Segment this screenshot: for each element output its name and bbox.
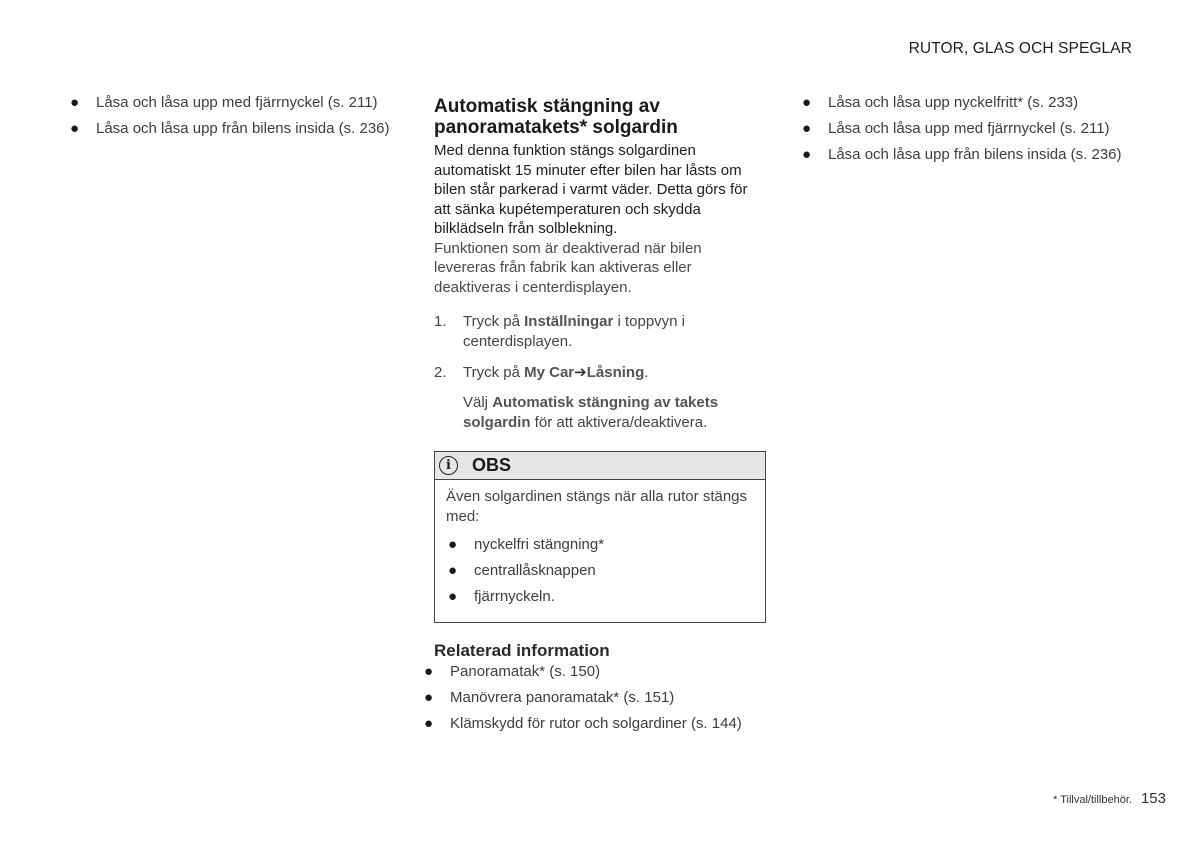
- list-item[interactable]: ● Låsa och låsa upp med fjärrnyckel (s. 211): [70, 94, 378, 111]
- bullet-icon: ●: [448, 588, 458, 605]
- step-number: 1.: [434, 313, 447, 330]
- left-column: [68, 94, 408, 146]
- list-item[interactable]: ● Låsa och låsa upp nyckelfritt* (s. 233): [802, 94, 1079, 111]
- bullet-icon: ●: [70, 120, 80, 137]
- page-footer: [1053, 790, 1166, 807]
- menu-keyword: Låsning: [586, 364, 645, 381]
- obs-title: OBS: [472, 455, 512, 475]
- bullet-icon: ●: [70, 94, 80, 111]
- menu-keyword: My Car: [524, 364, 575, 381]
- obs-notice-box: [434, 451, 766, 623]
- arrow-right-icon: ➔: [574, 364, 587, 381]
- menu-keyword: Automatisk stängning av takets solgardin: [463, 394, 719, 431]
- list-item[interactable]: ● Låsa och låsa upp från bilens insida (s. 236): [70, 120, 390, 137]
- step-item: 2. Tryck på My Car➔Låsning. Välj Automatisk stängning av takets solgardin för att aktivera/deaktivera.: [434, 363, 766, 433]
- bullet-icon: ●: [802, 120, 812, 137]
- related-link-list: [422, 663, 766, 733]
- obs-text: Även solgardinen stängs när alla rutor stängs med:: [446, 488, 748, 525]
- related-heading: Relaterad information: [434, 641, 610, 660]
- bullet-icon: ●: [424, 689, 434, 706]
- page-number: 153: [1140, 790, 1166, 807]
- list-item: ● centrallåsknappen: [448, 562, 596, 579]
- list-item[interactable]: ● Klämskydd för rutor och solgardiner (s. 144): [424, 715, 742, 732]
- list-item: ● nyckelfri stängning*: [448, 536, 605, 553]
- info-icon: i: [439, 456, 458, 475]
- list-item[interactable]: ● Panoramatak* (s. 150): [424, 663, 601, 680]
- step-list: [434, 312, 766, 433]
- list-item[interactable]: ● Manövrera panoramatak* (s. 151): [424, 689, 675, 706]
- step-substep: Välj Automatisk stängning av takets solgardin för att aktivera/deaktivera.: [463, 394, 719, 431]
- step-item: 1. Tryck på Inställningar i toppvyn i centerdisplayen.: [434, 313, 686, 350]
- note-paragraph: Funktionen som är deaktiverad när bilen levereras från fabrik kan aktiveras eller deaktiveras i centerdisplayen.: [434, 239, 702, 296]
- obs-list: [446, 536, 754, 606]
- bullet-icon: ●: [802, 146, 812, 163]
- bullet-icon: ●: [448, 562, 458, 579]
- list-item[interactable]: ● Låsa och låsa upp från bilens insida (s. 236): [802, 146, 1122, 163]
- intro-paragraph: Med denna funktion stängs solgardinen automatiskt 15 minuter efter bilen har låsts om bilen står parkerad i varmt väder. Detta görs för att sänka kupétemperaturen och skydda bilklädseln från solblekning.: [434, 142, 748, 237]
- section-title: RUTOR, GLAS OCH SPEGLAR: [908, 40, 1132, 57]
- right-column: [800, 94, 1140, 172]
- article-heading: Automatisk stängning av panoramatakets* solgardin: [434, 96, 678, 138]
- list-item: ● fjärrnyckeln.: [448, 588, 555, 605]
- bullet-icon: ●: [448, 536, 458, 553]
- bullet-icon: ●: [424, 663, 434, 680]
- obs-header: [435, 452, 765, 480]
- obs-body: [435, 480, 765, 622]
- step-number: 2.: [434, 364, 447, 381]
- list-item[interactable]: ● Låsa och låsa upp med fjärrnyckel (s. 211): [802, 120, 1110, 137]
- menu-keyword: Inställningar: [524, 313, 614, 330]
- footnote: * Tillval/tillbehör.: [1053, 794, 1132, 806]
- middle-column: [424, 94, 766, 741]
- bullet-icon: ●: [802, 94, 812, 111]
- bullet-icon: ●: [424, 715, 434, 732]
- left-link-list: [68, 94, 408, 138]
- right-link-list: [800, 94, 1140, 164]
